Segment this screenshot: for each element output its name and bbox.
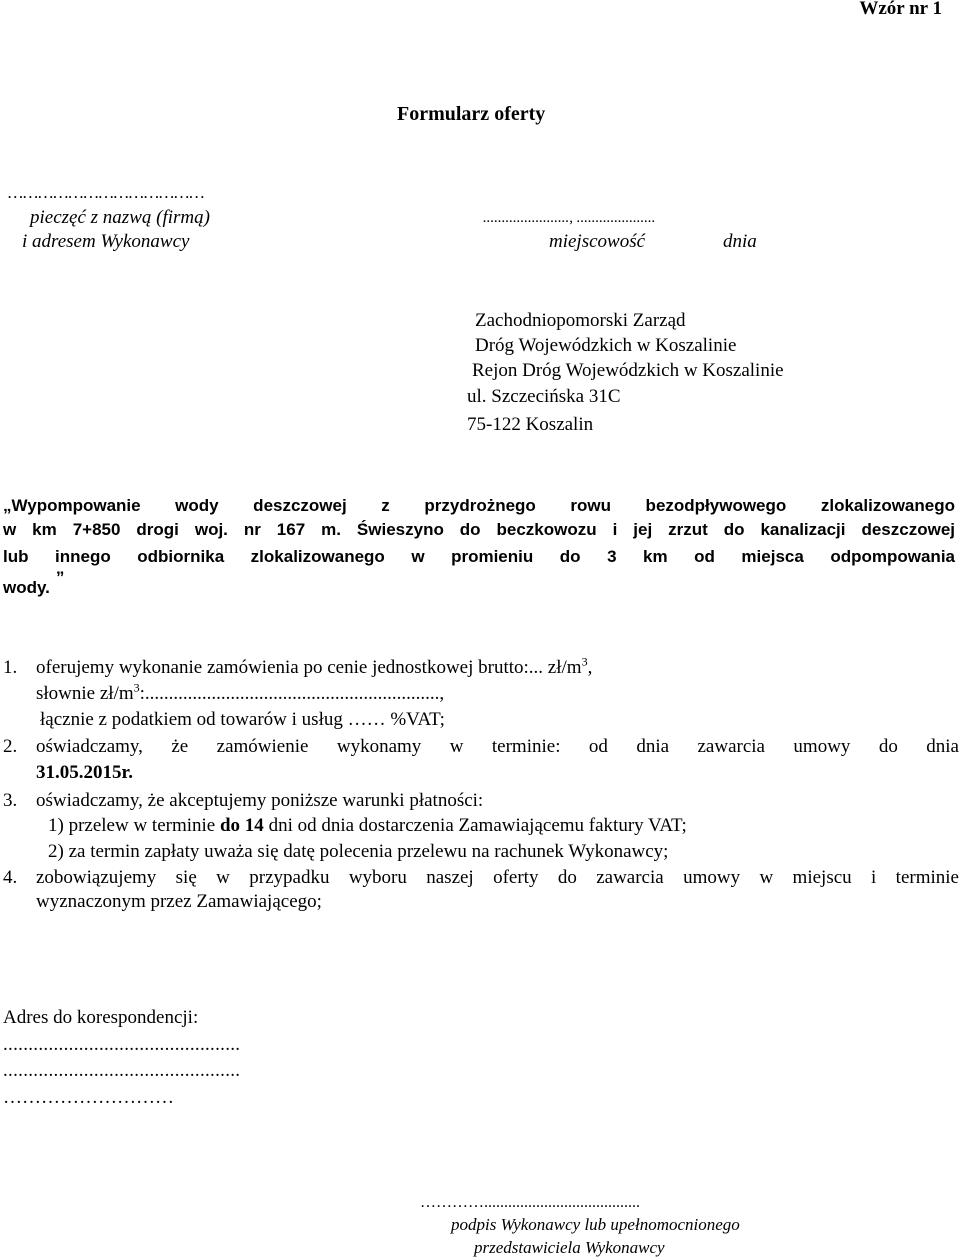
item-number: 4. — [3, 867, 18, 888]
subject-end-text: wody. — [3, 578, 50, 597]
item1-line1 — [36, 654, 593, 679]
place-date-dots: ......................., ..................... — [483, 210, 656, 226]
page-title: Formularz oferty — [397, 103, 546, 125]
place-label: miejscowość — [549, 231, 646, 252]
form-number: Wzór nr 1 — [859, 0, 942, 19]
correspondence-dots-1: ............................................... — [3, 1034, 241, 1055]
signature-label-line1: podpis Wykonawcy lub upełnomocnionego — [451, 1215, 740, 1234]
stamp-label-line1: pieczęć z nazwą (firmą) — [30, 207, 210, 228]
item3-sub2-text: za termin zapłaty uważa się datę polecenia przelewu na rachunek Wykonawcy; — [68, 841, 669, 862]
item-number: 2. — [3, 736, 18, 757]
correspondence-dots-2: ............................................... — [3, 1060, 241, 1081]
item1-words-end: :.............................................................., — [139, 683, 445, 704]
item1-price-text: oferujemy wykonanie zamówienia po cenie jednostkowej brutto:... zł/m — [36, 657, 582, 678]
recipient-line5: 75-122 Koszalin — [467, 414, 594, 435]
recipient-line1: Zachodniopomorski Zarząd — [475, 310, 686, 331]
stamp-dots: ………………………………… — [8, 183, 205, 202]
recipient-line4: ul. Szczecińska 31C — [467, 386, 621, 407]
item4-line2: wyznaczonym przez Zamawiającego; — [36, 891, 322, 912]
item4-line1: zobowiązujemy się w przypadku wyboru naszej oferty do zawarcia umowy w miejscu i terminie — [36, 867, 959, 888]
item1-unit-sup: 3 — [581, 654, 588, 669]
subject-closing-quote: ” — [55, 568, 65, 587]
subject-line4 — [3, 568, 65, 598]
signature-label-line2: przedstawiciela Wykonawcy — [474, 1238, 665, 1257]
item1-words-sup: 3 — [133, 680, 140, 695]
signature-dots: …………....................................... — [420, 1194, 640, 1211]
recipient-line3: Rejon Dróg Wojewódzkich w Koszalinie — [472, 360, 784, 381]
item-number: 1. — [3, 657, 18, 678]
subject-line3: lub innego odbiornika zlokalizowanego w promieniu do 3 km od miejsca odpompowania — [3, 547, 955, 566]
item3-sub1-post: dni od dnia dostarczenia Zamawiającemu faktury VAT; — [268, 815, 687, 836]
sub-number: 2) — [48, 841, 64, 862]
item3-line1: oświadczamy, że akceptujemy poniższe warunki płatności: — [36, 790, 484, 811]
date-label: dnia — [723, 231, 757, 252]
item3-sub1 — [48, 815, 687, 837]
item3-sub1-bold: do 14 — [219, 815, 264, 836]
subject-line1: „Wypompowanie wody deszczowej z przydrożnego rowu bezodpływowego zlokalizowanego — [3, 496, 955, 515]
subject-line2: w km 7+850 drogi woj. nr 167 m. Świeszyno do beczkowozu i jej zrzut do kanalizacji deszczowej — [3, 520, 955, 539]
item3-sub2 — [48, 841, 668, 863]
item1-line2 — [36, 680, 445, 705]
item-number: 3. — [3, 790, 18, 811]
item3-sub1-pre: przelew w terminie — [68, 815, 216, 836]
correspondence-dots-3: ……………………… — [3, 1087, 174, 1108]
item1-price-end: , — [587, 657, 593, 678]
stamp-label-line2: i adresem Wykonawcy — [22, 231, 190, 252]
recipient-line2: Dróg Wojewódzkich w Koszalinie — [475, 335, 737, 356]
item1-words-text: słownie zł/m — [36, 683, 134, 704]
item2-line1: oświadczamy, że zamówienie wykonamy w terminie: od dnia zawarcia umowy do dnia — [36, 736, 959, 757]
item1-line3: łącznie z podatkiem od towarów i usług …… %VAT; — [40, 709, 445, 730]
correspondence-label: Adres do korespondencji: — [3, 1007, 199, 1028]
sub-number: 1) — [48, 815, 64, 836]
item2-line2: 31.05.2015r. — [36, 762, 133, 783]
